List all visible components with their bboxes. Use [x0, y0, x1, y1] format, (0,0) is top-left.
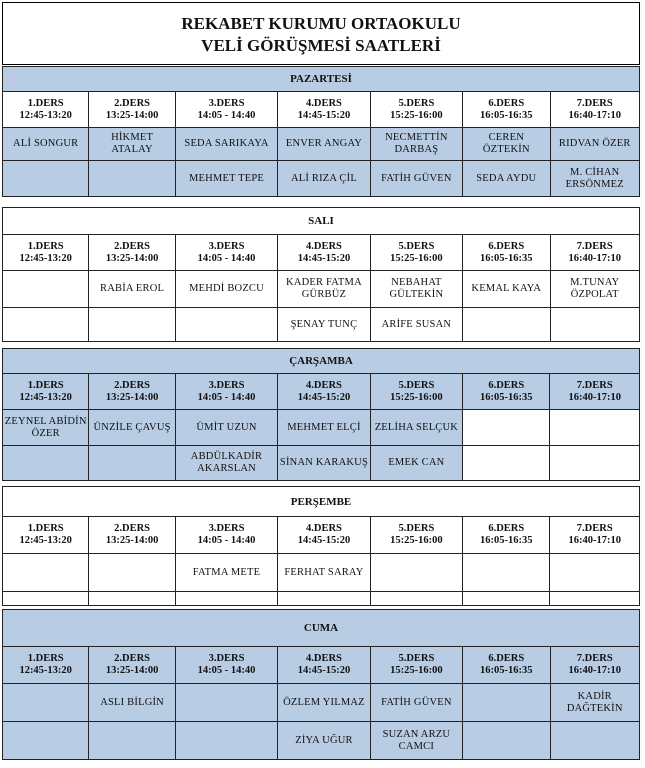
- teacher-cell: [175, 592, 277, 606]
- period-time: 13:25-14:00: [105, 665, 159, 676]
- period-time: 13:25-14:00: [105, 109, 159, 121]
- period-time: 14:45-15:20: [297, 109, 351, 121]
- teacher-cell: CEREN ÖZTEKİN: [463, 128, 550, 161]
- teacher-cell: ALİ RIZA ÇİL: [278, 161, 370, 197]
- period-time: 14:45-15:20: [297, 535, 351, 546]
- period-header-cell: [3, 374, 89, 410]
- teacher-cell: ÜNZİLE ÇAVUŞ: [89, 410, 175, 446]
- period-time: 15:25-16:00: [390, 252, 443, 264]
- period-header-row: [3, 374, 640, 410]
- teacher-cell: NECMETTİN DARBAŞ: [370, 128, 462, 161]
- teacher-cell: EMEK CAN: [370, 446, 462, 481]
- period-header-row: [3, 92, 640, 128]
- schedule-sheet: [2, 2, 640, 764]
- teacher-cell: [89, 446, 175, 481]
- period-header-cell: [89, 374, 175, 410]
- teacher-cell: ZELİHA SELÇUK: [370, 410, 462, 446]
- period-name: 1.DERS: [27, 97, 64, 109]
- teacher-cell: [463, 592, 550, 606]
- period-header-cell: [370, 517, 462, 554]
- period-name: 2.DERS: [114, 523, 151, 534]
- period-header-row: [3, 235, 640, 271]
- teacher-cell: RIDVAN ÖZER: [550, 128, 640, 161]
- period-name: 4.DERS: [306, 523, 342, 534]
- teacher-cell: FATMA METE: [175, 554, 277, 592]
- teacher-cell: SİNAN KARAKUŞ: [278, 446, 370, 481]
- period-name: 3.DERS: [208, 653, 245, 664]
- period-time: 14:45-15:20: [297, 252, 351, 264]
- teacher-cell: SEDA SARIKAYA: [175, 128, 277, 161]
- day-header-row: [3, 610, 640, 647]
- period-header-cell: [175, 517, 277, 554]
- teacher-cell: ASLI BİLGİN: [89, 684, 175, 722]
- period-time: 12:45-13:20: [19, 535, 72, 546]
- period-time: 14:45-15:20: [297, 665, 351, 676]
- period-name: 1.DERS: [27, 379, 64, 391]
- period-header-row: [3, 647, 640, 684]
- period-header-cell: [89, 517, 175, 554]
- period-header-cell: [463, 374, 550, 410]
- period-name: 3.DERS: [208, 379, 245, 391]
- period-time: 16:40-17:10: [568, 665, 621, 676]
- period-header-cell: [3, 235, 89, 271]
- period-header-cell: [3, 647, 89, 684]
- period-name: 2.DERS: [114, 97, 151, 109]
- period-name: 4.DERS: [306, 653, 342, 664]
- period-name: 1.DERS: [27, 523, 64, 534]
- period-header-cell: [89, 647, 175, 684]
- teacher-cell: [463, 722, 550, 760]
- teacher-cell: ŞENAY TUNÇ: [278, 308, 370, 342]
- teacher-cell: HİKMET ATALAY: [89, 128, 175, 161]
- teacher-cell: [463, 410, 550, 446]
- teacher-cell: KADİR DAĞTEKİN: [550, 684, 640, 722]
- period-time: 16:40-17:10: [568, 391, 621, 403]
- period-name: 5.DERS: [398, 97, 435, 109]
- teacher-cell: SUZAN ARZU CAMCI: [370, 722, 462, 760]
- teacher-cell: MEHMET TEPE: [175, 161, 277, 197]
- teacher-row: [3, 161, 640, 197]
- period-time: 12:45-13:20: [19, 665, 72, 676]
- teacher-cell: M.TUNAY ÖZPOLAT: [550, 271, 640, 308]
- period-name: 2.DERS: [114, 240, 151, 252]
- teacher-row: [3, 271, 640, 308]
- teacher-cell: [550, 722, 640, 760]
- period-time: 12:45-13:20: [19, 252, 72, 264]
- teacher-cell: KADER FATMA GÜRBÜZ: [278, 271, 370, 308]
- period-time: 16:40-17:10: [568, 535, 621, 546]
- teacher-cell: ZEYNEL ABİDİN ÖZER: [3, 410, 89, 446]
- period-header-cell: [175, 92, 277, 128]
- day-table-0: [2, 66, 640, 197]
- period-header-cell: [278, 235, 370, 271]
- period-time: 12:45-13:20: [19, 391, 72, 403]
- day-table-2: [2, 348, 640, 481]
- period-name: 6.DERS: [488, 379, 525, 391]
- title-box: [2, 2, 640, 65]
- teacher-cell: [89, 592, 175, 606]
- period-time: 13:25-14:00: [105, 535, 159, 546]
- period-name: 3.DERS: [208, 240, 245, 252]
- teacher-cell: MEHMET ELÇİ: [278, 410, 370, 446]
- teacher-cell: [278, 592, 370, 606]
- period-time: 14:05 - 14:40: [197, 391, 256, 403]
- teacher-cell: ARİFE SUSAN: [370, 308, 462, 342]
- teacher-cell: FERHAT SARAY: [278, 554, 370, 592]
- period-time: 16:05-16:35: [480, 252, 533, 264]
- period-header-cell: [370, 235, 462, 271]
- teacher-cell: ÖZLEM YILMAZ: [278, 684, 370, 722]
- day-name: ÇARŞAMBA: [3, 349, 640, 374]
- period-header-cell: [175, 647, 277, 684]
- period-time: 15:25-16:00: [390, 391, 443, 403]
- period-time: 13:25-14:00: [105, 252, 159, 264]
- teacher-cell: MEHDİ BOZCU: [175, 271, 277, 308]
- teacher-cell: [463, 308, 550, 342]
- period-header-cell: [550, 647, 640, 684]
- period-name: 2.DERS: [114, 379, 151, 391]
- day-table-4: [2, 609, 640, 760]
- period-header-cell: [89, 92, 175, 128]
- period-name: 6.DERS: [488, 523, 525, 534]
- teacher-row: [3, 410, 640, 446]
- period-name: 7.DERS: [576, 379, 613, 391]
- day-header-row: [3, 487, 640, 517]
- teacher-cell: [3, 684, 89, 722]
- teacher-cell: [3, 446, 89, 481]
- teacher-cell: [3, 722, 89, 760]
- period-header-cell: [550, 235, 640, 271]
- period-name: 5.DERS: [398, 379, 435, 391]
- period-name: 4.DERS: [306, 97, 342, 109]
- period-name: 5.DERS: [398, 653, 435, 664]
- period-header-row: [3, 517, 640, 554]
- period-header-cell: [463, 517, 550, 554]
- teacher-cell: [550, 308, 640, 342]
- teacher-cell: [89, 554, 175, 592]
- teacher-cell: NEBAHAT GÜLTEKİN: [370, 271, 462, 308]
- teacher-cell: FATİH GÜVEN: [370, 161, 462, 197]
- period-time: 15:25-16:00: [390, 665, 443, 676]
- teacher-cell: [3, 161, 89, 197]
- teacher-cell: RABİA EROL: [89, 271, 175, 308]
- period-header-cell: [463, 647, 550, 684]
- teacher-cell: ENVER ANGAY: [278, 128, 370, 161]
- period-header-cell: [3, 517, 89, 554]
- period-header-cell: [278, 647, 370, 684]
- teacher-cell: [175, 722, 277, 760]
- period-time: 12:45-13:20: [19, 109, 72, 121]
- period-name: 1.DERS: [27, 653, 64, 664]
- period-header-cell: [175, 235, 277, 271]
- teacher-cell: [89, 161, 175, 197]
- day-header-row: [3, 349, 640, 374]
- teacher-row: [3, 592, 640, 606]
- day-name: PAZARTESİ: [3, 67, 640, 92]
- teacher-cell: [370, 592, 462, 606]
- teacher-cell: [3, 592, 89, 606]
- period-time: 15:25-16:00: [390, 109, 443, 121]
- period-time: 16:05-16:35: [480, 535, 533, 546]
- period-time: 14:05 - 14:40: [197, 109, 256, 121]
- teacher-cell: [3, 308, 89, 342]
- teacher-row: [3, 446, 640, 481]
- period-time: 15:25-16:00: [390, 535, 443, 546]
- period-time: 14:05 - 14:40: [197, 665, 256, 676]
- teacher-cell: M. CİHAN ERSÖNMEZ: [550, 161, 640, 197]
- teacher-cell: ZİYA UĞUR: [278, 722, 370, 760]
- day-name: SALI: [3, 208, 640, 235]
- period-time: 16:05-16:35: [480, 109, 533, 121]
- period-name: 4.DERS: [306, 379, 342, 391]
- teacher-cell: [550, 554, 640, 592]
- teacher-cell: ABDÜLKADİR AKARSLAN: [175, 446, 277, 481]
- teacher-row: [3, 554, 640, 592]
- period-name: 6.DERS: [488, 240, 525, 252]
- period-name: 5.DERS: [398, 240, 435, 252]
- teacher-cell: FATİH GÜVEN: [370, 684, 462, 722]
- period-name: 7.DERS: [576, 653, 613, 664]
- period-header-cell: [463, 235, 550, 271]
- period-time: 16:05-16:35: [480, 391, 533, 403]
- period-header-cell: [175, 374, 277, 410]
- period-time: 14:05 - 14:40: [197, 535, 256, 546]
- teacher-row: [3, 308, 640, 342]
- teacher-cell: [463, 554, 550, 592]
- period-name: 2.DERS: [114, 653, 151, 664]
- teacher-cell: KEMAL KAYA: [463, 271, 550, 308]
- teacher-cell: [89, 722, 175, 760]
- teacher-cell: [89, 308, 175, 342]
- period-header-cell: [278, 517, 370, 554]
- teacher-cell: [3, 554, 89, 592]
- period-header-cell: [278, 374, 370, 410]
- period-header-cell: [550, 374, 640, 410]
- day-table-3: [2, 486, 640, 606]
- day-name: CUMA: [3, 610, 640, 647]
- teacher-row: [3, 722, 640, 760]
- teacher-cell: ÜMİT UZUN: [175, 410, 277, 446]
- teacher-cell: [463, 684, 550, 722]
- period-header-cell: [550, 92, 640, 128]
- period-name: 6.DERS: [488, 653, 525, 664]
- period-time: 14:05 - 14:40: [197, 252, 256, 264]
- day-name: PERŞEMBE: [3, 487, 640, 517]
- title-line-1: REKABET KURUMU ORTAOKULU: [181, 14, 461, 33]
- period-name: 3.DERS: [208, 523, 245, 534]
- period-header-cell: [370, 92, 462, 128]
- teacher-cell: [175, 684, 277, 722]
- teacher-cell: [550, 446, 640, 481]
- day-header-row: [3, 208, 640, 235]
- day-table-1: [2, 207, 640, 342]
- teacher-cell: [463, 446, 550, 481]
- teacher-row: [3, 684, 640, 722]
- teacher-cell: [3, 271, 89, 308]
- period-name: 7.DERS: [576, 97, 613, 109]
- period-header-cell: [463, 92, 550, 128]
- period-header-cell: [550, 517, 640, 554]
- period-name: 4.DERS: [306, 240, 342, 252]
- title-line-2: VELİ GÖRÜŞMESİ SAATLERİ: [201, 36, 441, 55]
- period-name: 6.DERS: [488, 97, 525, 109]
- period-header-cell: [278, 92, 370, 128]
- period-header-cell: [370, 374, 462, 410]
- teacher-cell: SEDA AYDU: [463, 161, 550, 197]
- teacher-cell: [175, 308, 277, 342]
- period-header-cell: [89, 235, 175, 271]
- teacher-cell: ALİ SONGUR: [3, 128, 89, 161]
- period-name: 7.DERS: [576, 523, 613, 534]
- period-header-cell: [370, 647, 462, 684]
- period-time: 16:05-16:35: [480, 665, 533, 676]
- period-time: 16:40-17:10: [568, 109, 621, 121]
- period-time: 14:45-15:20: [297, 391, 351, 403]
- period-time: 13:25-14:00: [105, 391, 159, 403]
- period-name: 1.DERS: [27, 240, 64, 252]
- period-time: 16:40-17:10: [568, 252, 621, 264]
- period-name: 5.DERS: [398, 523, 435, 534]
- period-header-cell: [3, 92, 89, 128]
- teacher-cell: [550, 592, 640, 606]
- day-header-row: [3, 67, 640, 92]
- period-name: 3.DERS: [208, 97, 245, 109]
- period-name: 7.DERS: [576, 240, 613, 252]
- teacher-cell: [370, 554, 462, 592]
- teacher-row: [3, 128, 640, 161]
- teacher-cell: [550, 410, 640, 446]
